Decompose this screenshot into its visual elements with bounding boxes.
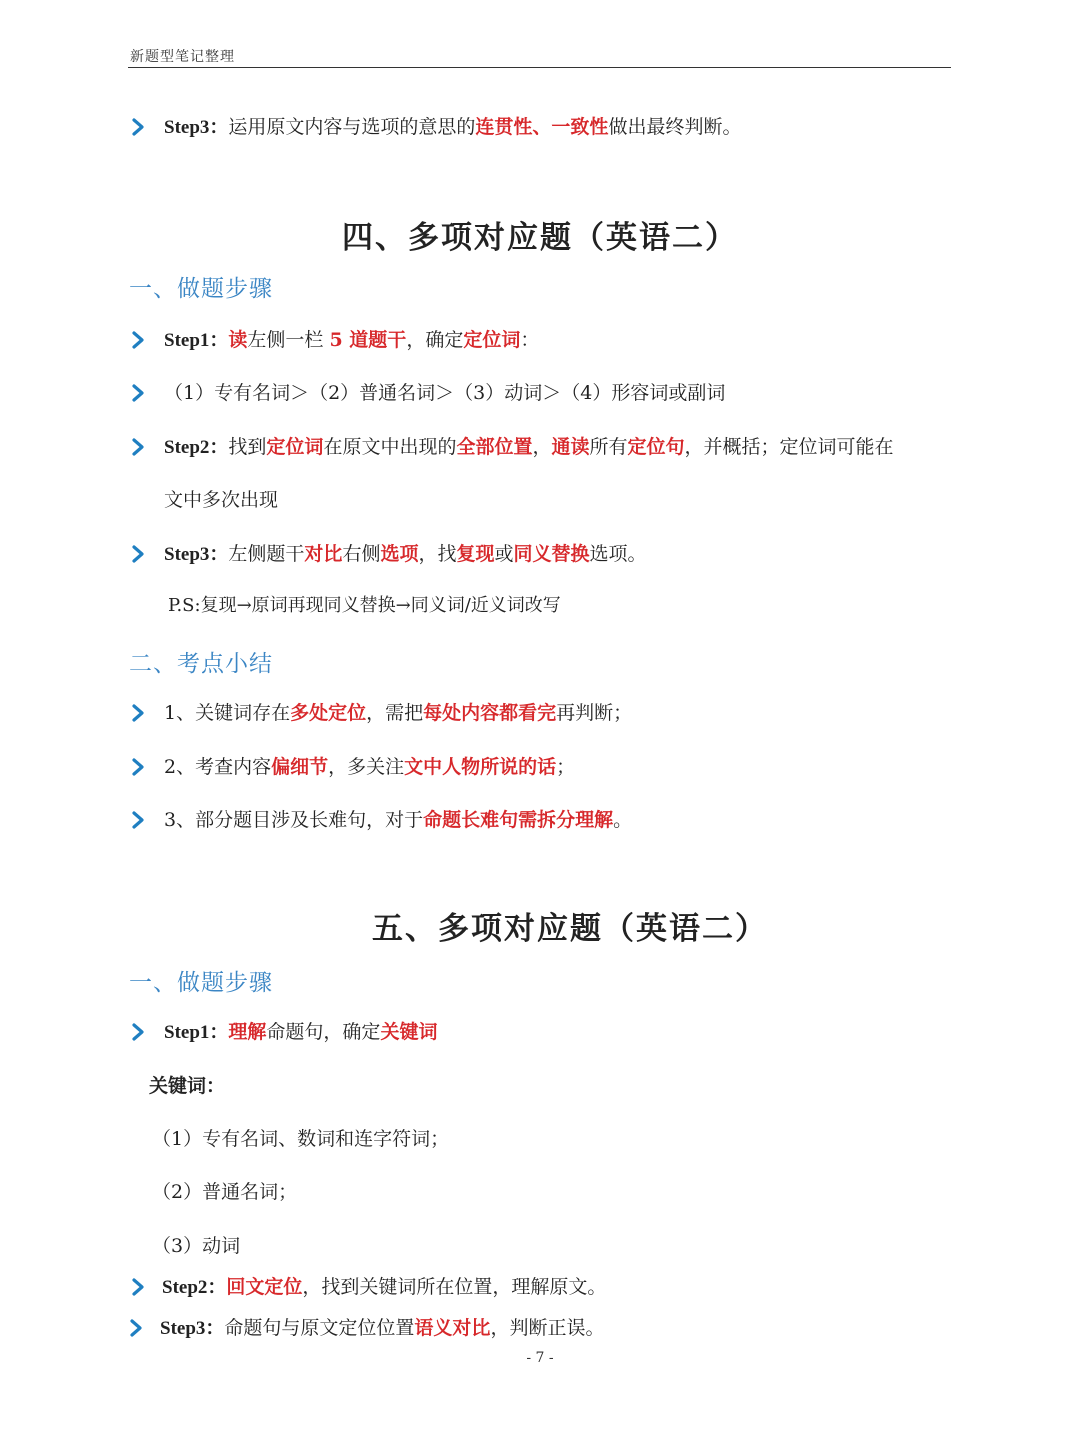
s4-step2-line xyxy=(164,433,894,462)
chevron-right-icon xyxy=(128,1319,146,1337)
step-label: Step2： xyxy=(164,437,229,458)
text: ，确定 xyxy=(406,329,464,351)
text: ，找 xyxy=(418,543,457,565)
highlight: 同义替换 xyxy=(513,543,590,565)
text: 选项。 xyxy=(589,543,647,565)
step-label: Step1： xyxy=(164,330,229,351)
highlight: 对比 xyxy=(304,543,343,565)
s4-step3-line xyxy=(164,540,647,569)
s5-keyword-label: 关键词： xyxy=(149,1075,226,1097)
text: 左侧一栏 xyxy=(247,329,330,351)
text: 或 xyxy=(494,543,514,565)
chevron-right-icon xyxy=(130,704,148,722)
chevron-right-icon xyxy=(130,331,148,349)
text: ，找到关键词所在位置，理解原文。 xyxy=(302,1276,607,1298)
section4-subheading-steps: 一、做题步骤 xyxy=(129,276,273,302)
s5-step1-line xyxy=(164,1018,437,1047)
highlight: 偏细节 xyxy=(271,756,329,778)
step-label: Step3： xyxy=(164,544,229,565)
s4-priority-line: （1）专有名词＞（2）普通名词＞（3）动词＞（4）形容词或副词 xyxy=(164,382,726,404)
chevron-right-icon xyxy=(130,811,148,829)
page-header: 新题型笔记整理 xyxy=(130,49,235,65)
chevron-right-icon xyxy=(130,1023,148,1041)
text: 所有 xyxy=(589,436,628,458)
s5-keyword-1: （1）专有名词、数词和连字符词； xyxy=(152,1128,450,1150)
text: 3、部分题目涉及长难句，对于 xyxy=(164,809,424,831)
chevron-right-icon xyxy=(130,118,148,136)
s4-point3 xyxy=(164,806,632,834)
step-label: Step3： xyxy=(160,1318,225,1339)
step-label: Step2： xyxy=(162,1277,227,1298)
highlight: 文中人物所说的话 xyxy=(404,756,557,778)
highlight: 关键词 xyxy=(380,1021,438,1043)
s4-step2-continuation: 文中多次出现 xyxy=(164,489,279,511)
text: 2、考查内容 xyxy=(164,756,272,778)
s4-point2 xyxy=(164,753,575,781)
chevron-right-icon xyxy=(130,545,148,563)
text: 做出最终判断。 xyxy=(608,116,742,138)
highlight: 连贯性、一致性 xyxy=(475,116,609,138)
top-step3-line xyxy=(164,113,741,142)
s5-keyword-2: （2）普通名词； xyxy=(152,1181,298,1203)
section5-title: 五、多项对应题（英语二） xyxy=(372,911,768,947)
highlight: 每处内容都看完 xyxy=(423,702,557,724)
s5-step2-line xyxy=(162,1273,606,1302)
highlight: 选项 xyxy=(380,543,419,565)
highlight: 理解 xyxy=(228,1021,267,1043)
section4-title: 四、多项对应题（英语二） xyxy=(342,220,738,256)
page-number: - 7 - xyxy=(526,1350,554,1366)
s5-step3-line xyxy=(160,1314,604,1343)
chevron-right-icon xyxy=(130,1278,148,1296)
text: 运用原文内容与选项的意思的 xyxy=(228,116,476,138)
text: 再判断； xyxy=(556,702,633,724)
highlight: 通读 xyxy=(551,436,590,458)
header-rule xyxy=(128,67,951,68)
step-label: Step3： xyxy=(164,117,229,138)
text: ，需把 xyxy=(366,702,424,724)
chevron-right-icon xyxy=(130,384,148,402)
highlight: 读 xyxy=(228,329,248,351)
highlight: 定位句 xyxy=(627,436,685,458)
highlight: 全部位置 xyxy=(456,436,533,458)
text: 右侧 xyxy=(342,543,381,565)
text: ，判断正误。 xyxy=(490,1317,605,1339)
text: ，并概括；定位词可能在 xyxy=(684,436,894,458)
section5-subheading-steps: 一、做题步骤 xyxy=(129,970,273,996)
text: 命题句与原文定位位置 xyxy=(224,1317,415,1339)
section4-subheading-summary: 二、考点小结 xyxy=(129,651,273,677)
text: 找到 xyxy=(228,436,267,458)
text: ，多关注 xyxy=(328,756,405,778)
s4-ps-note: P.S:复现→原词再现同义替换→同义词/近义词改写 xyxy=(168,595,561,616)
text: ， xyxy=(532,436,552,458)
chevron-right-icon xyxy=(130,438,148,456)
text: 左侧题干 xyxy=(228,543,305,565)
highlight: 命题长难句需拆分理解 xyxy=(423,809,614,831)
text: ： xyxy=(520,329,540,351)
text: 命题句，确定 xyxy=(266,1021,381,1043)
s4-step1-line xyxy=(164,326,539,355)
text: 1、关键词存在 xyxy=(164,702,291,724)
highlight: 回文定位 xyxy=(226,1276,303,1298)
highlight: 语义对比 xyxy=(414,1317,491,1339)
text: ； xyxy=(556,756,576,778)
highlight: 定位词 xyxy=(463,329,521,351)
text: 。 xyxy=(613,809,633,831)
chevron-right-icon xyxy=(130,758,148,776)
step-label: Step1： xyxy=(164,1022,229,1043)
s4-point1 xyxy=(164,699,632,727)
text: 在原文中出现的 xyxy=(323,436,457,458)
highlight: 多处定位 xyxy=(290,702,367,724)
highlight: 定位词 xyxy=(266,436,324,458)
highlight: 复现 xyxy=(456,543,495,565)
highlight: 5 道题干 xyxy=(329,329,407,351)
s5-keyword-3: （3）动词 xyxy=(152,1235,241,1257)
